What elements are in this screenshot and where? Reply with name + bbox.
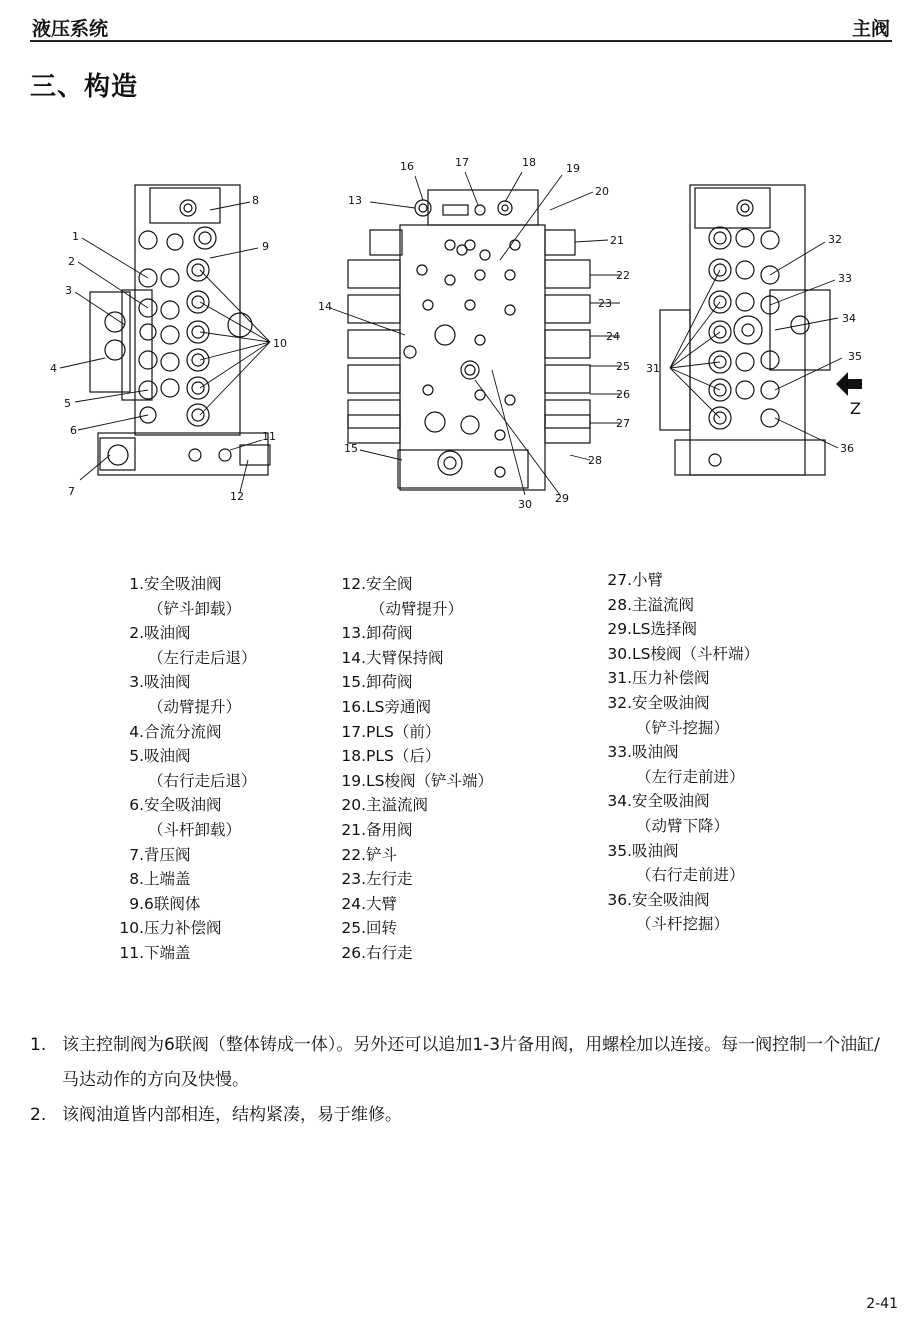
legend-item-number: 19. — [341, 771, 366, 790]
legend-item-detail: （铲斗卸载） — [148, 599, 242, 618]
legend-item-number: 2. — [129, 624, 144, 643]
z-direction-arrow — [836, 372, 862, 396]
legend-item — [606, 839, 759, 864]
callout-22: 22 — [616, 269, 630, 282]
legend-item-number: 1. — [129, 575, 144, 593]
note-number: 2. — [30, 1105, 47, 1125]
main-valve-diagram — [30, 150, 900, 520]
callout-15: 15 — [344, 442, 358, 455]
legend-item-number: 7. — [129, 845, 144, 864]
legend-item-label: LS选择阀 — [632, 620, 697, 639]
legend-item-number: 27. — [607, 571, 632, 589]
legend-item — [340, 843, 493, 868]
legend-item-number: 13. — [341, 624, 366, 643]
legend-item-number: 20. — [341, 796, 366, 815]
legend-item-number: 25. — [341, 919, 366, 938]
legend-item — [606, 691, 759, 716]
callout-8: 8 — [252, 194, 259, 207]
legend-item-label: LS旁通阀 — [366, 697, 431, 716]
callout-17: 17 — [455, 156, 469, 169]
legend-item-number: 4. — [129, 722, 144, 741]
legend-item-number: 6. — [129, 796, 144, 815]
legend-item-number: 3. — [129, 673, 144, 692]
legend-item-label: 大臂 — [366, 894, 398, 913]
legend-item — [340, 670, 493, 695]
legend-item — [606, 789, 759, 814]
note-item — [30, 1098, 890, 1133]
legend-item-number: 23. — [341, 870, 366, 889]
legend-item-label: 背压阀 — [144, 845, 191, 864]
legend-item-label: 卸荷阀 — [366, 673, 413, 692]
legend-item-detail: （左行走后退） — [148, 648, 257, 667]
legend-item — [606, 642, 759, 667]
legend-item-number: 5. — [129, 747, 144, 766]
legend-item-label: 安全吸油阀 — [632, 890, 710, 909]
legend-column-2 — [340, 572, 493, 966]
legend-item-label: PLS（后） — [366, 747, 441, 766]
legend-item-detail: （左行走前进） — [636, 767, 745, 786]
legend-item-number: 36. — [607, 890, 632, 909]
legend-item — [118, 843, 257, 868]
legend-item-label: 铲斗 — [366, 845, 398, 864]
legend-item-label: 主溢流阀 — [632, 595, 695, 614]
legend-item-number: 16. — [341, 697, 366, 716]
legend-item — [340, 916, 493, 941]
legend-item — [118, 621, 257, 646]
callout-16: 16 — [400, 160, 414, 173]
legend-item-detail: （右行走后退） — [148, 771, 257, 790]
callout-29: 29 — [555, 492, 569, 505]
callout-34: 34 — [842, 312, 856, 325]
legend-item-detail: （右行走前进） — [636, 866, 745, 885]
legend-item-number: 30. — [607, 644, 632, 663]
right-ports — [709, 200, 809, 466]
legend-item — [340, 572, 493, 597]
legend-item-label: 大臂保持阀 — [366, 648, 444, 667]
legend-item — [340, 793, 493, 818]
legend-item-label: 主溢流阀 — [366, 796, 429, 815]
callout-27: 27 — [616, 417, 630, 430]
callout-6: 6 — [70, 424, 77, 437]
legend-item-number: 12. — [341, 575, 366, 593]
legend-item — [118, 867, 257, 892]
legend-item-label: LS梭阀（斗杆端） — [632, 644, 759, 663]
legend-item — [340, 941, 493, 966]
legend-item-label: 6联阀体 — [144, 894, 201, 913]
legend-item-detail: （斗杆卸载） — [148, 820, 242, 839]
legend-item — [606, 666, 759, 691]
legend-item-label: 左行走 — [366, 870, 413, 889]
legend-item — [118, 892, 257, 917]
legend-item — [340, 646, 493, 671]
legend-item-label: 压力补偿阀 — [632, 669, 710, 688]
callout-28: 28 — [588, 454, 602, 467]
callout-4: 4 — [50, 362, 57, 375]
callout-31: 31 — [646, 362, 660, 375]
z-label: Z — [850, 399, 861, 418]
legend-item-label: 备用阀 — [366, 820, 413, 839]
callout-23: 23 — [598, 297, 612, 310]
center-view — [348, 190, 590, 490]
callout-7: 7 — [68, 485, 75, 498]
note-item — [30, 1028, 890, 1098]
legend-item-label: 上端盖 — [144, 870, 191, 889]
legend-item — [340, 892, 493, 917]
legend-item — [606, 740, 759, 765]
legend-item-number: 32. — [607, 693, 632, 712]
callout-35: 35 — [848, 350, 862, 363]
callout-10: 10 — [273, 337, 287, 350]
legend-item-number: 9. — [129, 894, 144, 913]
legend-item-number: 17. — [341, 722, 366, 741]
legend-item-number: 21. — [341, 820, 366, 839]
legend-item — [606, 617, 759, 642]
legend-item — [118, 670, 257, 695]
legend-item-detail: （动臂提升） — [370, 599, 464, 618]
legend-item-label: 吸油阀 — [144, 624, 191, 643]
callout-33: 33 — [838, 272, 852, 285]
callout-9: 9 — [262, 240, 269, 253]
legend-item — [340, 621, 493, 646]
legend-column-3 — [606, 568, 759, 937]
legend-item-detail: （动臂下降） — [636, 816, 730, 835]
legend-item — [340, 867, 493, 892]
legend-item-detail: （斗杆挖掘） — [636, 915, 730, 934]
legend-item — [118, 916, 257, 941]
legend-item-number: 22. — [341, 845, 366, 864]
legend-item — [606, 568, 759, 593]
legend-item-number: 29. — [607, 620, 632, 639]
legend-item — [340, 769, 493, 794]
legend-item-label: 回转 — [366, 919, 398, 938]
legend-item-detail: （铲斗挖掘） — [636, 718, 730, 737]
legend-item-label: 吸油阀 — [144, 747, 191, 766]
legend-item-label: 安全阀 — [366, 575, 413, 593]
note-text: 该阀油道皆内部相连，结构紧凑，易于维修。 — [62, 1105, 402, 1125]
legend-item-label: 下端盖 — [144, 943, 191, 962]
legend-item-label: PLS（前） — [366, 722, 441, 741]
legend-item-label: 右行走 — [366, 943, 413, 962]
section-title: 三、构造 — [30, 72, 139, 102]
legend-item-label: 安全吸油阀 — [632, 693, 710, 712]
callout-5: 5 — [64, 397, 71, 410]
header-topic: 主阀 — [851, 18, 890, 40]
legend-item-number: 18. — [341, 747, 366, 766]
callout-18: 18 — [522, 156, 536, 169]
legend-item-detail: （动臂提升） — [148, 697, 242, 716]
leader-lines — [60, 172, 842, 495]
callout-12: 12 — [230, 490, 244, 503]
left-ports — [105, 200, 252, 465]
legend-item-number: 10. — [119, 919, 144, 938]
callout-labels — [50, 156, 862, 511]
legend-item-number: 34. — [607, 792, 632, 811]
legend-item — [118, 720, 257, 745]
legend-item-number: 8. — [129, 870, 144, 889]
callout-2: 2 — [68, 255, 75, 268]
legend-item — [340, 720, 493, 745]
legend-item-number: 14. — [341, 648, 366, 667]
legend-item — [118, 941, 257, 966]
callout-19: 19 — [566, 162, 580, 175]
legend-item-number: 24. — [341, 894, 366, 913]
legend-item-number: 15. — [341, 673, 366, 692]
legend-item — [340, 695, 493, 720]
legend-item-label: LS梭阀（铲斗端） — [366, 771, 493, 790]
header-section-name: 液压系统 — [32, 18, 109, 40]
legend-item-number: 31. — [607, 669, 632, 688]
legend-item — [606, 888, 759, 913]
callout-3: 3 — [65, 284, 72, 297]
callout-20: 20 — [595, 185, 609, 198]
legend-item-label: 吸油阀 — [632, 743, 679, 762]
left-view — [90, 185, 270, 475]
callout-13: 13 — [348, 194, 362, 207]
legend-item-label: 安全吸油阀 — [144, 796, 222, 815]
right-view — [660, 185, 830, 475]
legend-item — [340, 818, 493, 843]
legend-item — [118, 744, 257, 769]
legend-item-number: 26. — [341, 943, 366, 962]
callout-25: 25 — [616, 360, 630, 373]
legend-item — [340, 744, 493, 769]
callout-11: 11 — [262, 430, 276, 443]
legend-item-label: 吸油阀 — [632, 841, 679, 860]
center-ports — [404, 200, 520, 477]
legend-item-number: 28. — [607, 595, 632, 614]
legend-item — [118, 572, 257, 597]
legend-item-label: 安全吸油阀 — [144, 575, 222, 593]
callout-14: 14 — [318, 300, 332, 313]
legend-item — [606, 593, 759, 618]
legend-item-label: 小臂 — [632, 571, 664, 589]
legend-item-label: 吸油阀 — [144, 673, 191, 692]
legend-item-number: 33. — [607, 743, 632, 762]
legend-item — [118, 793, 257, 818]
legend-item-label: 合流分流阀 — [144, 722, 222, 741]
callout-36: 36 — [840, 442, 854, 455]
callout-21: 21 — [610, 234, 624, 247]
callout-26: 26 — [616, 388, 630, 401]
notes-list — [30, 1028, 890, 1133]
callout-32: 32 — [828, 233, 842, 246]
legend-column-1 — [118, 572, 257, 966]
legend-item-number: 35. — [607, 841, 632, 860]
legend-item-label: 压力补偿阀 — [144, 919, 222, 938]
note-text: 该主控制阀为6联阀（整体铸成一体）。另外还可以追加1-3片备用阀，用螺栓加以连接。每一阀控制一个油缸/马达动作的方向及快慢。 — [62, 1035, 880, 1090]
legend-item-label: 安全吸油阀 — [632, 792, 710, 811]
header-rule — [30, 40, 892, 42]
legend-item-label: 卸荷阀 — [366, 624, 413, 643]
legend-item-number: 11. — [119, 943, 144, 962]
callout-1: 1 — [72, 230, 79, 243]
callout-30: 30 — [518, 498, 532, 511]
callout-24: 24 — [606, 330, 620, 343]
note-number: 1. — [30, 1035, 47, 1055]
page-number: 2-41 — [866, 1296, 898, 1312]
